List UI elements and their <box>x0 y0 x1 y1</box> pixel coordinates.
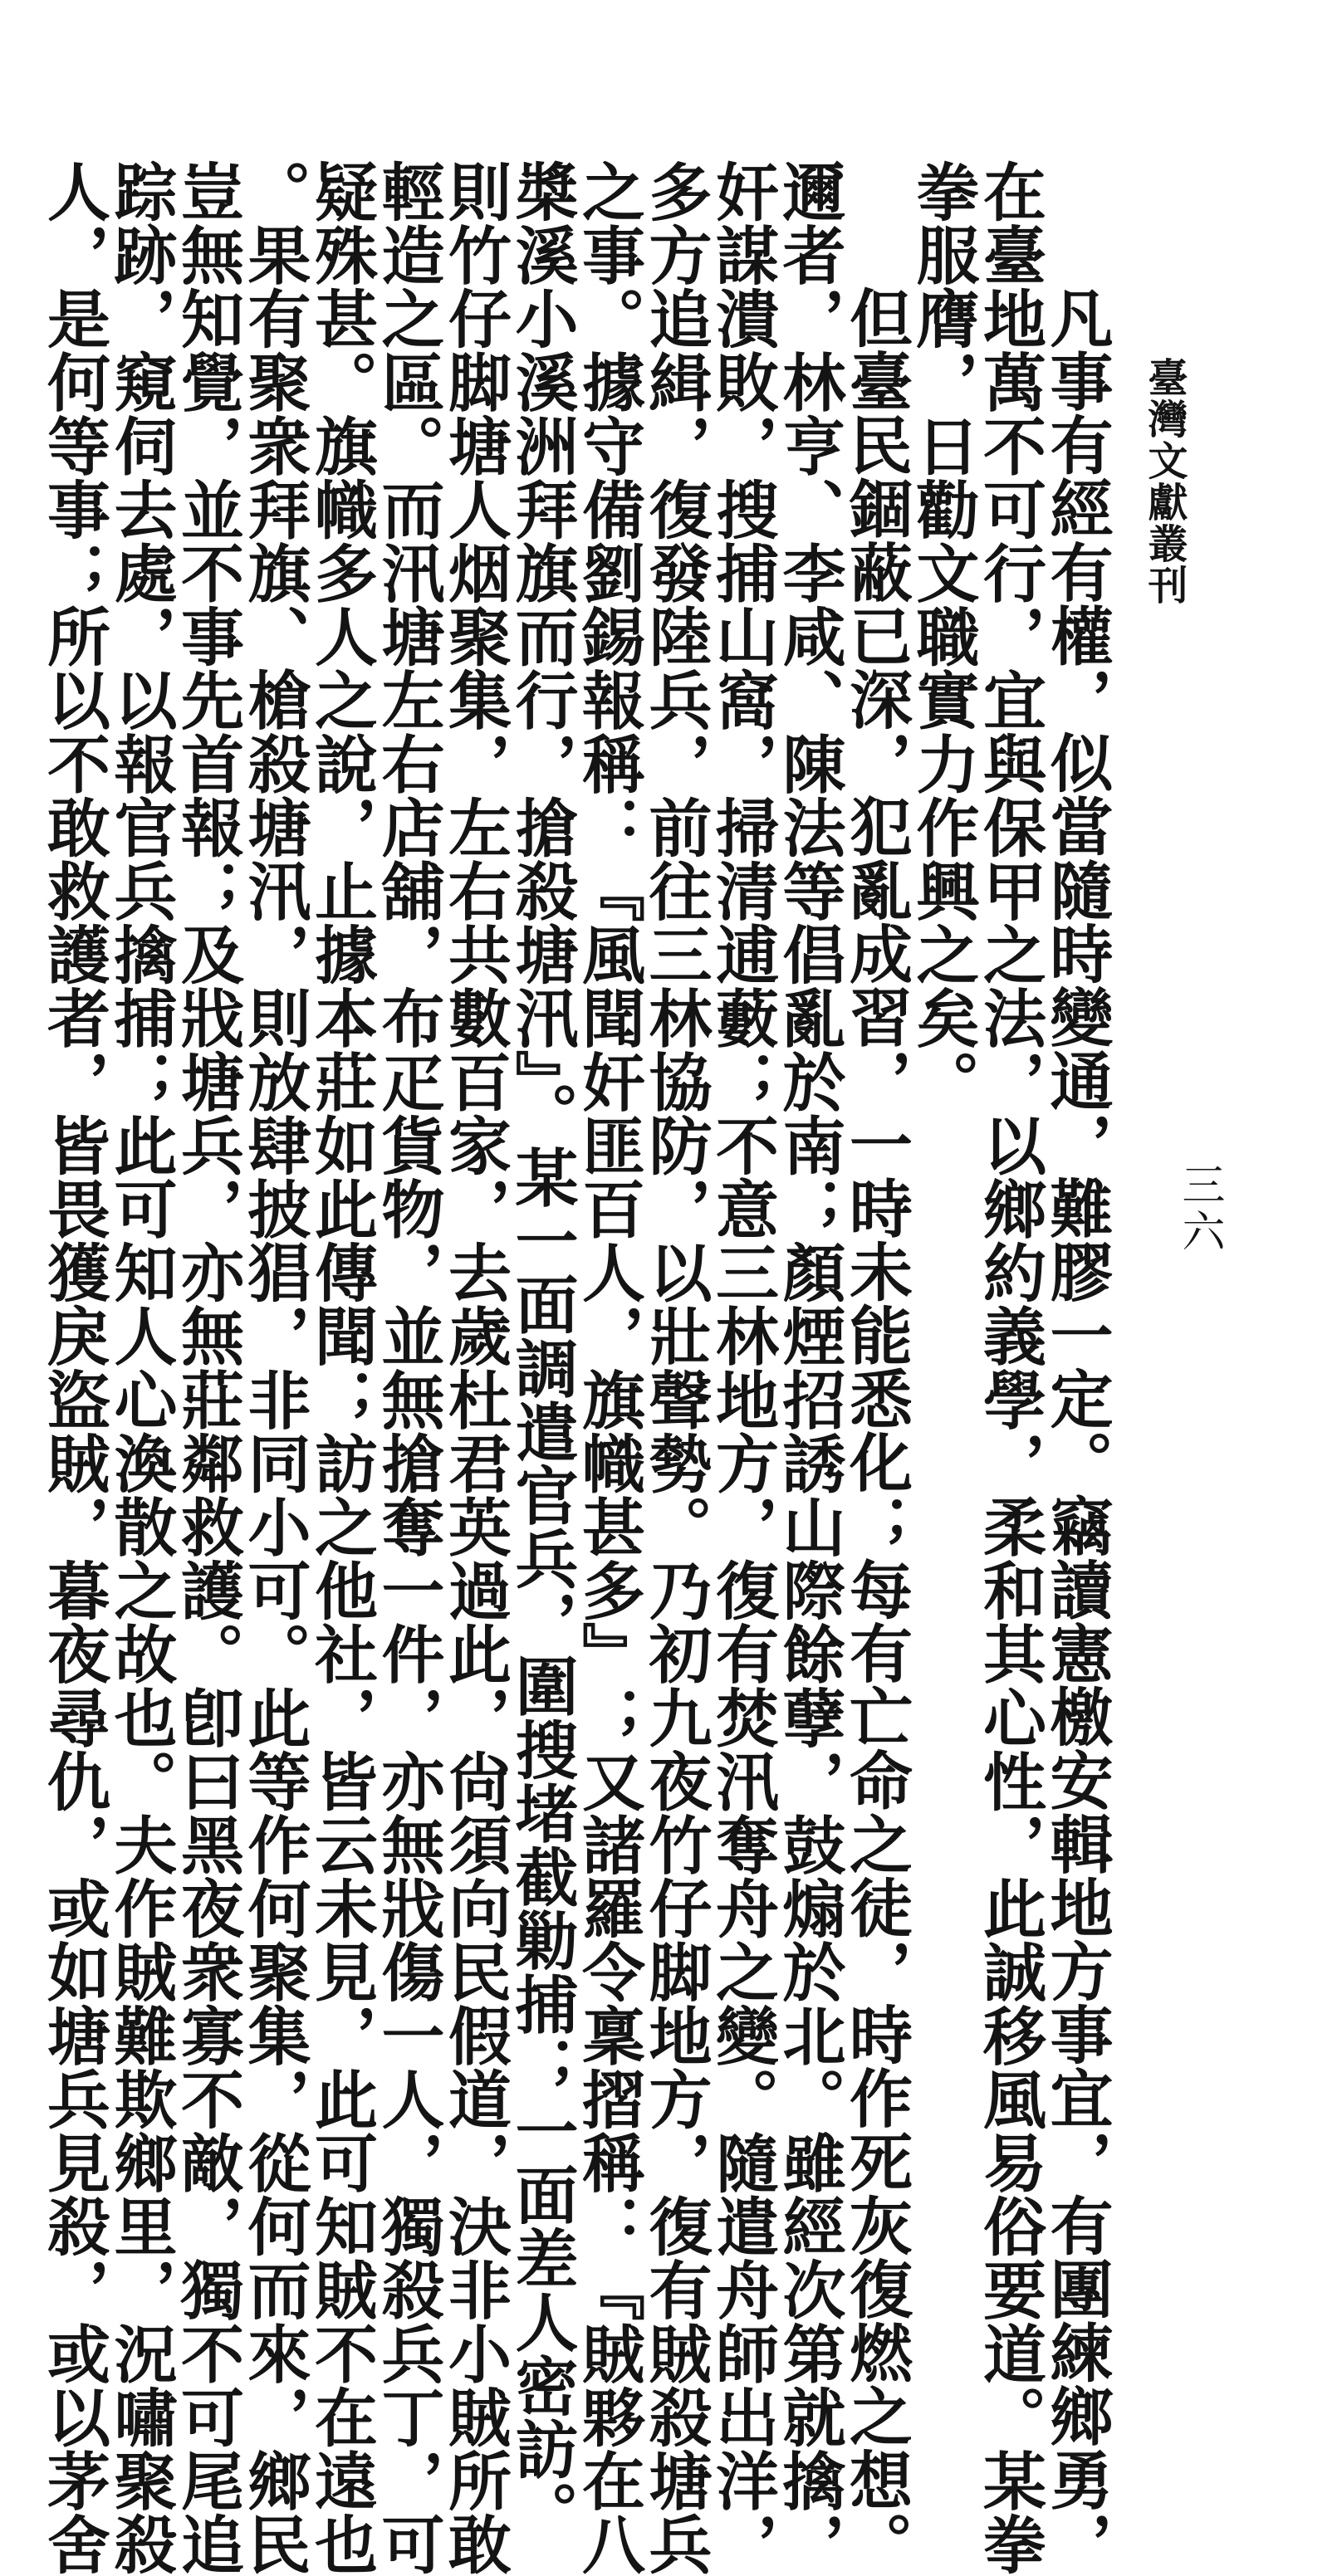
text-column: 人，是何等事；所以不敢救護者，皆畏獲戾盜賊，暮夜尋仇，或如塘兵見殺，或以茅舍 <box>37 159 111 2576</box>
text-column: 之事。據守備劉錫報稱：『風聞奸匪百人，旗幟甚多』；又諸羅令稟摺稱：『賊夥在八 <box>571 159 646 2576</box>
running-title: 臺灣文獻叢刊 <box>1141 357 1188 606</box>
body-text <box>37 159 1114 2576</box>
text-column: 輕造之區。而汛塘左右店舖，布疋貨物，並無搶奪一件，亦無戕傷一人，獨殺兵丁，可 <box>371 159 445 2576</box>
text-column: 但臺民錮蔽已深，犯亂成習，一時未能悉化；每有亡命之徒，時作死灰復燃之想。 <box>839 286 913 2575</box>
text-column: 奸謀潰敗，搜捕山窩，掃清逋藪；不意三林地方，復有焚汛奪舟之變。隨遣舟師出洋， <box>705 159 780 2576</box>
text-column: 凡事有經有權，似當隨時變通，難膠一定。竊讀憲檄安輯地方事宜，有團練鄉勇， <box>1040 286 1114 2575</box>
text-column: 踪跡，窺伺去處，以報官兵擒捕；此可知人心渙散之故也。夫作賊難欺鄉里，況嘯聚殺 <box>104 159 178 2576</box>
text-column: 疑殊甚。旗幟多人之說，止據本莊如此傳聞；訪之他社，皆云未見，此可知賊不在遠也 <box>304 159 379 2576</box>
text-column: 槳溪小溪洲拜旗而行，搶殺塘汛』。某一面調遣官兵，圍搜堵截勦捕；一面差人密訪。 <box>505 159 579 2544</box>
text-column: 拳服膺，日勸文職實力作興之矣。 <box>906 159 980 1113</box>
text-column: 在臺地萬不可行，宜與保甲之法，以鄉約義學，柔和其心性，此誠移風易俗要道。某拳 <box>972 159 1047 2576</box>
text-column: 多方追緝，復發陸兵，前往三林協防，以壯聲勢。乃初九夜竹仔脚地方，復有賊殺塘兵 <box>639 159 713 2576</box>
text-column: 。果有聚衆拜旗、槍殺塘汛，則放肆披猖，非同小可。此等作何聚集，從何而來，鄉民 <box>238 159 311 2576</box>
text-column: 邇者，林亨、李咸、陳法等倡亂於南；顏煙招誘山際餘孽，鼓煽於北。雖經次第就擒， <box>772 159 846 2576</box>
text-column: 豈無知覺，並不事先首報；及戕塘兵，亦無莊鄰救護。卽曰黑夜衆寡不敵，獨不可尾追 <box>170 159 245 2576</box>
text-column: 則竹仔脚塘人烟聚集，左右共數百家，去歲杜君英過此，尙須向民假道，決非小賊所敢 <box>438 159 512 2576</box>
page-number: 三六 <box>1174 1162 1224 1255</box>
